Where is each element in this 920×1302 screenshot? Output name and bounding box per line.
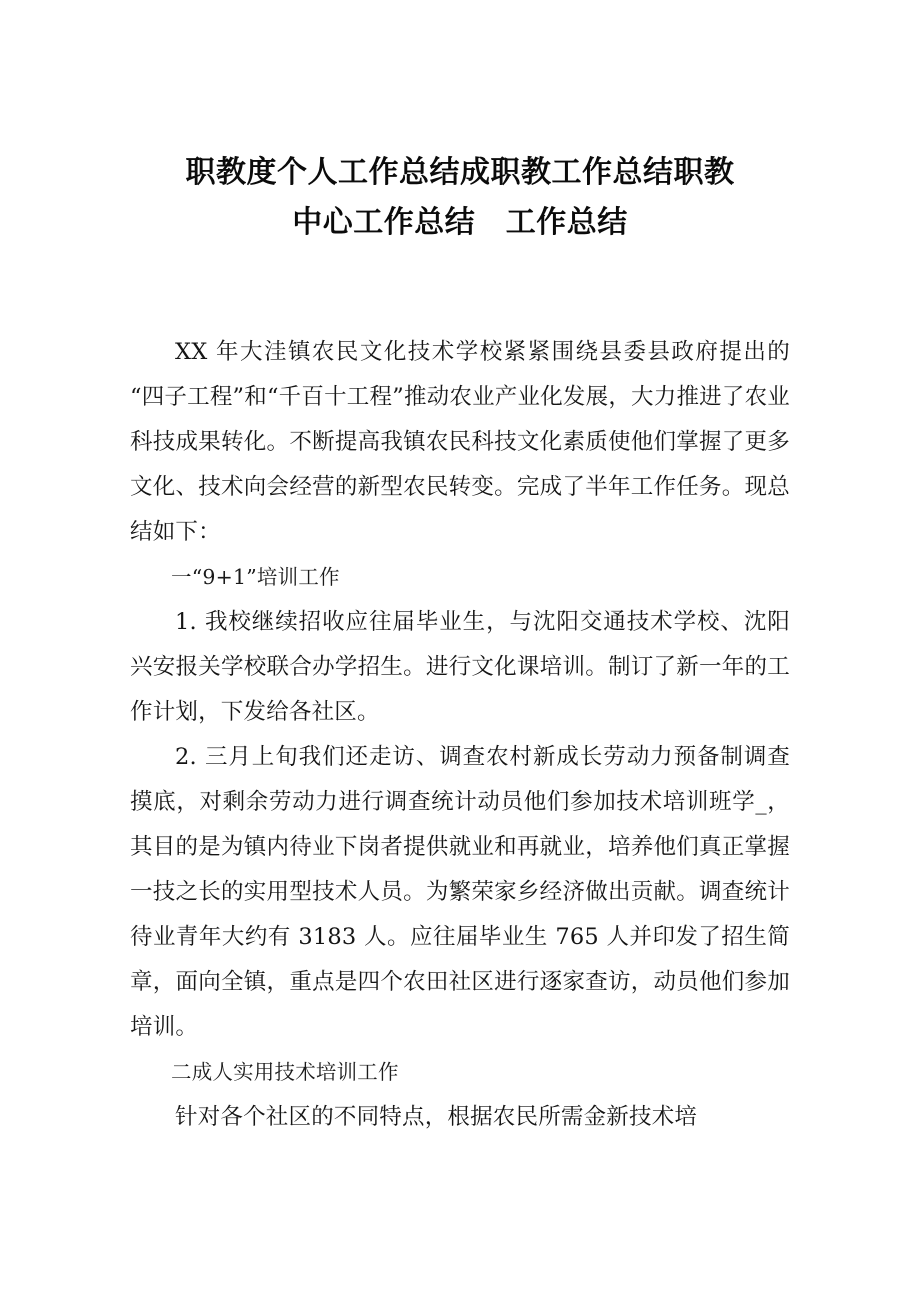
paragraph-item-2: 2. 三月上旬我们还走访、调查农村新成长劳动力预备制调查摸底，对剩余劳动力进行调查统计动员他们参加技术培训班学_，其目的是为镇内待业下岗者提供就业和再就业，培养他们真正掌握一技之长的实用型技术人员。为繁荣家乡经济做出贡献。调查统计待业青年大约有 3183 人。应往届毕业生 765 人并印发了招生简章，面向全镇，重点是四个农田社区进行逐家查访，动员他们参加培训。 [130, 744, 790, 1040]
subheading-section-two: 二成人实用技术培训工作 [171, 1060, 399, 1084]
page-title-line-1: 职教度个人工作总结成职教工作总结职教 [185, 155, 735, 190]
paragraph-intro: XX 年大洼镇农民文化技术学校紧紧围绕县委县政府提出的“四子工程”和“千百十工程”推动农业产业化发展，大力推进了农业科技成果转化。不断提高我镇农民科技文化素质使他们掌握了更多文化、技术向会经营的新型农民转变。完成了半年工作任务。现总结如下： [130, 339, 790, 545]
page-title [130, 148, 790, 248]
page-title-line-2: 中心工作总结 工作总结 [292, 205, 628, 240]
paragraph-item-3: 针对各个社区的不同特点，根据农民所需金新技术培 [175, 1104, 698, 1130]
paragraph-item-1: 1. 我校继续招收应往届毕业生，与沈阳交通技术学校、沈阳兴安报关学校联合办学招生。进行文化课培训。制订了新一年的工作计划，下发给各社区。 [130, 609, 790, 725]
document-body [130, 330, 790, 1140]
subheading-section-one: 一“9+1”培训工作 [171, 565, 340, 589]
